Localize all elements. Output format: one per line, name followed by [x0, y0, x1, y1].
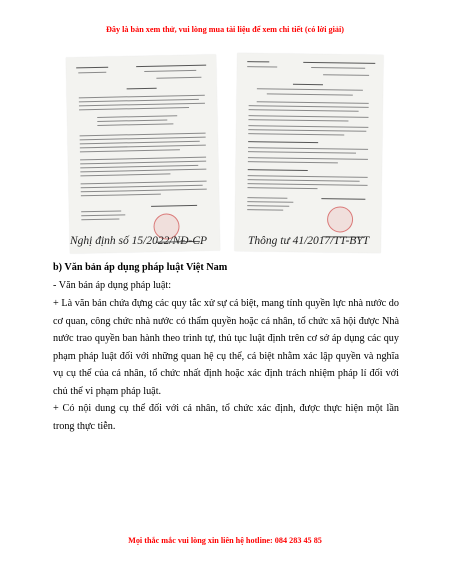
paragraph-definition: + Là văn bản chứa đựng các quy tắc xử sự cá biệt, mang tính quyền lực nhà nước do cơ quan, công chức nhà nước có thẩm quyền hoặc cá nhân, tổ chức xã hội được Nhà nước trao quyền ban hành theo trình tự, thủ tục luật định trên cơ sở áp dụng các quy phạm pháp luật đối với những quan hệ cụ thể, cá biệt nhằm xác lập quyền và nghĩa vụ cụ thể của cá nhân, tổ chức nhất định hoặc xác định trách nhiệm pháp lí đối với chủ thể vi phạm pháp luật. — [53, 298, 399, 397]
decree-caption: Nghị định số 15/2022/NĐ-CP — [70, 235, 208, 247]
preview-notice-banner: Đây là bản xem thử, vui lòng mua tài liệu để xem chi tiết (có lời giải) — [105, 25, 344, 34]
paragraph-content: + Có nội dung cụ thể đối với cá nhân, tổ chức xác định, được thực hiện một lần trong thực tiễn. — [53, 403, 399, 432]
circular-document-image — [235, 53, 384, 253]
section-heading: b) Văn bản áp dụng pháp luật Việt Nam — [53, 262, 228, 273]
decree-document-image — [66, 54, 220, 253]
circular-caption: Thông tư 41/2017/TT-BYT — [248, 235, 370, 247]
intro-line: - Văn bản áp dụng pháp luật: — [53, 280, 172, 291]
hotline-banner: Mọi thắc mắc vui lòng xin liên hệ hotline: 084 283 45 85 — [128, 536, 322, 545]
